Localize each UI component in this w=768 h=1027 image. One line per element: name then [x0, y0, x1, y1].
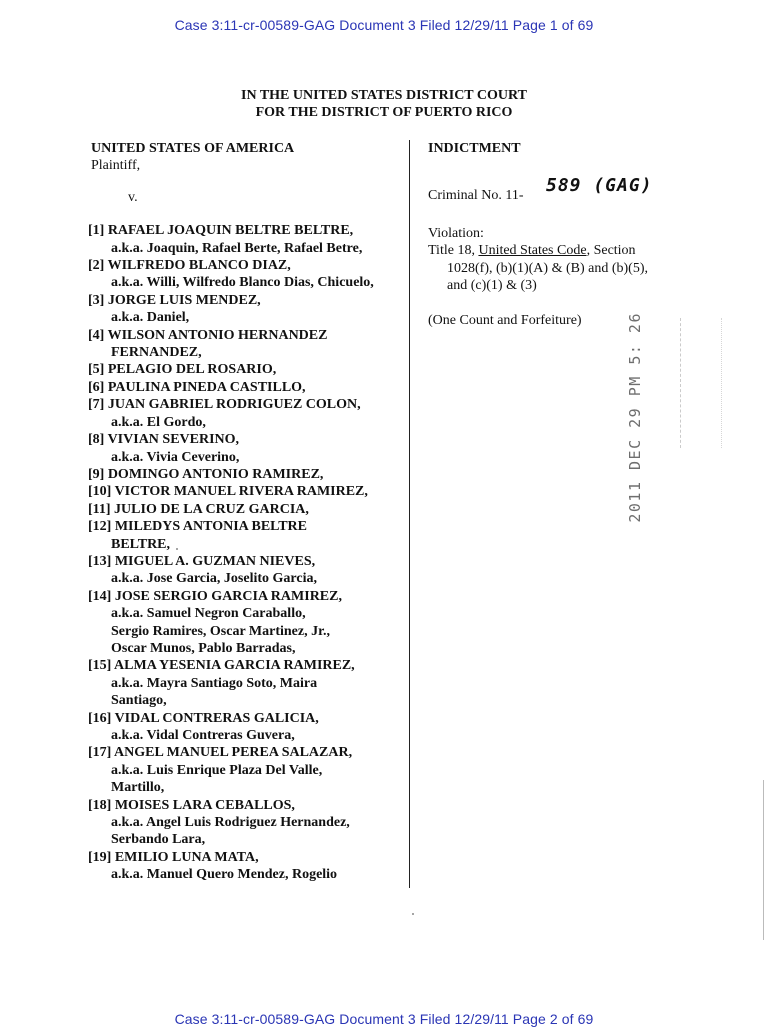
defendant-name-line: [19] EMILIO LUNA MATA, — [88, 849, 259, 865]
defendant-name-line: [1] RAFAEL JOAQUIN BELTRE BELTRE, — [88, 223, 354, 239]
defendant-alias-line: Sergio Ramires, Oscar Martinez, Jr., — [111, 623, 331, 639]
defendant-alias-line: FERNANDEZ, — [111, 345, 202, 361]
defendant-alias-line: a.k.a. Angel Luis Rodriguez Hernandez, — [111, 815, 350, 831]
statute-title: Title 18, — [428, 243, 479, 259]
defendant-alias-line: a.k.a. Joaquin, Rafael Berte, Rafael Betre, — [111, 240, 363, 256]
clerk-stamp-faded — [680, 318, 722, 448]
defendant-name-line: [12] MILEDYS ANTONIA BELTRE — [88, 519, 308, 535]
defendant-name-line: [10] VICTOR MANUEL RIVERA RAMIREZ, — [88, 484, 368, 500]
filing-date-stamp: 2011 DEC 29 PM 5: 26 — [626, 312, 644, 523]
case-caption — [88, 140, 403, 884]
defendant-name-line: [4] WILSON ANTONIO HERNANDEZ — [88, 327, 328, 343]
defendant-name-line: [15] ALMA YESENIA GARCIA RAMIREZ, — [88, 658, 355, 674]
defendant-list — [88, 222, 403, 883]
court-name-line: IN THE UNITED STATES DISTRICT COURT — [241, 88, 527, 103]
defendant-name-line: [7] JUAN GABRIEL RODRIGUEZ COLON, — [88, 397, 361, 413]
defendant-alias-line: a.k.a. Manuel Quero Mendez, Rogelio — [111, 867, 338, 883]
versus-label: v. — [128, 189, 138, 205]
defendant-name-line: [11] JULIO DE LA CRUZ GARCIA, — [88, 501, 309, 517]
defendant-alias-line: Serbando Lara, — [111, 832, 206, 848]
plaintiff-role: Plaintiff, — [91, 158, 141, 174]
ecf-header-top: Case 3:11-cr-00589-GAG Document 3 Filed 12/29/11 Page 1 of 69 — [174, 17, 594, 33]
defendant-alias-line: Santiago, — [111, 693, 167, 709]
defendant-name-line: [14] JOSE SERGIO GARCIA RAMIREZ, — [88, 588, 342, 604]
scan-speck — [176, 548, 178, 550]
defendant-alias-line: a.k.a. Vidal Contreras Guvera, — [111, 728, 295, 743]
defendant-alias-line: a.k.a. Vivia Ceverino, — [111, 449, 240, 465]
defendant-alias-line: a.k.a. El Gordo, — [111, 414, 206, 430]
document-title: INDICTMENT — [428, 141, 521, 156]
defendant-alias-line: a.k.a. Samuel Negron Caraballo, — [111, 606, 306, 622]
defendant-name-line: [8] VIVIAN SEVERINO, — [88, 432, 240, 448]
ecf-header-bottom: Case 3:11-cr-00589-GAG Document 3 Filed 12/29/11 Page 2 of 69 — [174, 1011, 594, 1027]
criminal-number-label: Criminal No. 11- — [428, 188, 524, 204]
count-description: (One Count and Forfeiture) — [428, 313, 582, 329]
criminal-number — [428, 175, 718, 204]
violation-label: Violation: — [428, 225, 484, 241]
defendant-alias-line: a.k.a. Mayra Santiago Soto, Maira — [111, 675, 318, 691]
indictment-info — [428, 140, 718, 330]
defendant-alias-line: Martillo, — [111, 780, 165, 796]
court-heading — [0, 87, 768, 121]
violation-statute — [428, 242, 718, 259]
defendant-name-line: [16] VIDAL CONTRERAS GALICIA, — [88, 710, 319, 726]
plaintiff-name: UNITED STATES OF AMERICA — [91, 141, 295, 156]
scan-edge-line — [763, 780, 764, 940]
defendant-name-line: [18] MOISES LARA CEBALLOS, — [88, 797, 295, 813]
defendant-alias-line: BELTRE, — [111, 536, 171, 552]
court-district-line: FOR THE DISTRICT OF PUERTO RICO — [255, 105, 513, 120]
defendant-alias-line: a.k.a. Luis Enrique Plaza Del Valle, — [111, 762, 323, 778]
handwritten-case-number: 589 (GAG) — [546, 175, 653, 197]
defendant-name-line: [13] MIGUEL A. GUZMAN NIEVES, — [88, 553, 316, 569]
defendant-alias-line: a.k.a. Jose Garcia, Joselito Garcia, — [111, 571, 317, 587]
statute-code-name: United States Code — [478, 243, 587, 259]
defendant-name-line: [5] PELAGIO DEL ROSARIO, — [88, 362, 277, 378]
statute-subsections-cont: and (c)(1) & (3) — [447, 278, 537, 294]
defendant-alias-line: a.k.a. Daniel, — [111, 310, 190, 326]
caption-divider — [409, 140, 410, 888]
defendant-alias-line: a.k.a. Willi, Wilfredo Blanco Dias, Chicuelo, — [111, 275, 374, 291]
statute-subsections: 1028(f), (b)(1)(A) & (B) and (b)(5), — [447, 260, 648, 276]
defendant-name-line: [2] WILFREDO BLANCO DIAZ, — [88, 258, 291, 274]
defendant-name-line: [9] DOMINGO ANTONIO RAMIREZ, — [88, 466, 324, 482]
defendant-name-line: [6] PAULINA PINEDA CASTILLO, — [88, 379, 306, 395]
defendant-name-line: [3] JORGE LUIS MENDEZ, — [88, 292, 261, 308]
defendant-name-line: [17] ANGEL MANUEL PEREA SALAZAR, — [88, 745, 353, 761]
defendant-alias-line: Oscar Munos, Pablo Barradas, — [111, 640, 296, 656]
statute-section: , Section — [586, 243, 636, 259]
scan-speck — [412, 913, 414, 915]
